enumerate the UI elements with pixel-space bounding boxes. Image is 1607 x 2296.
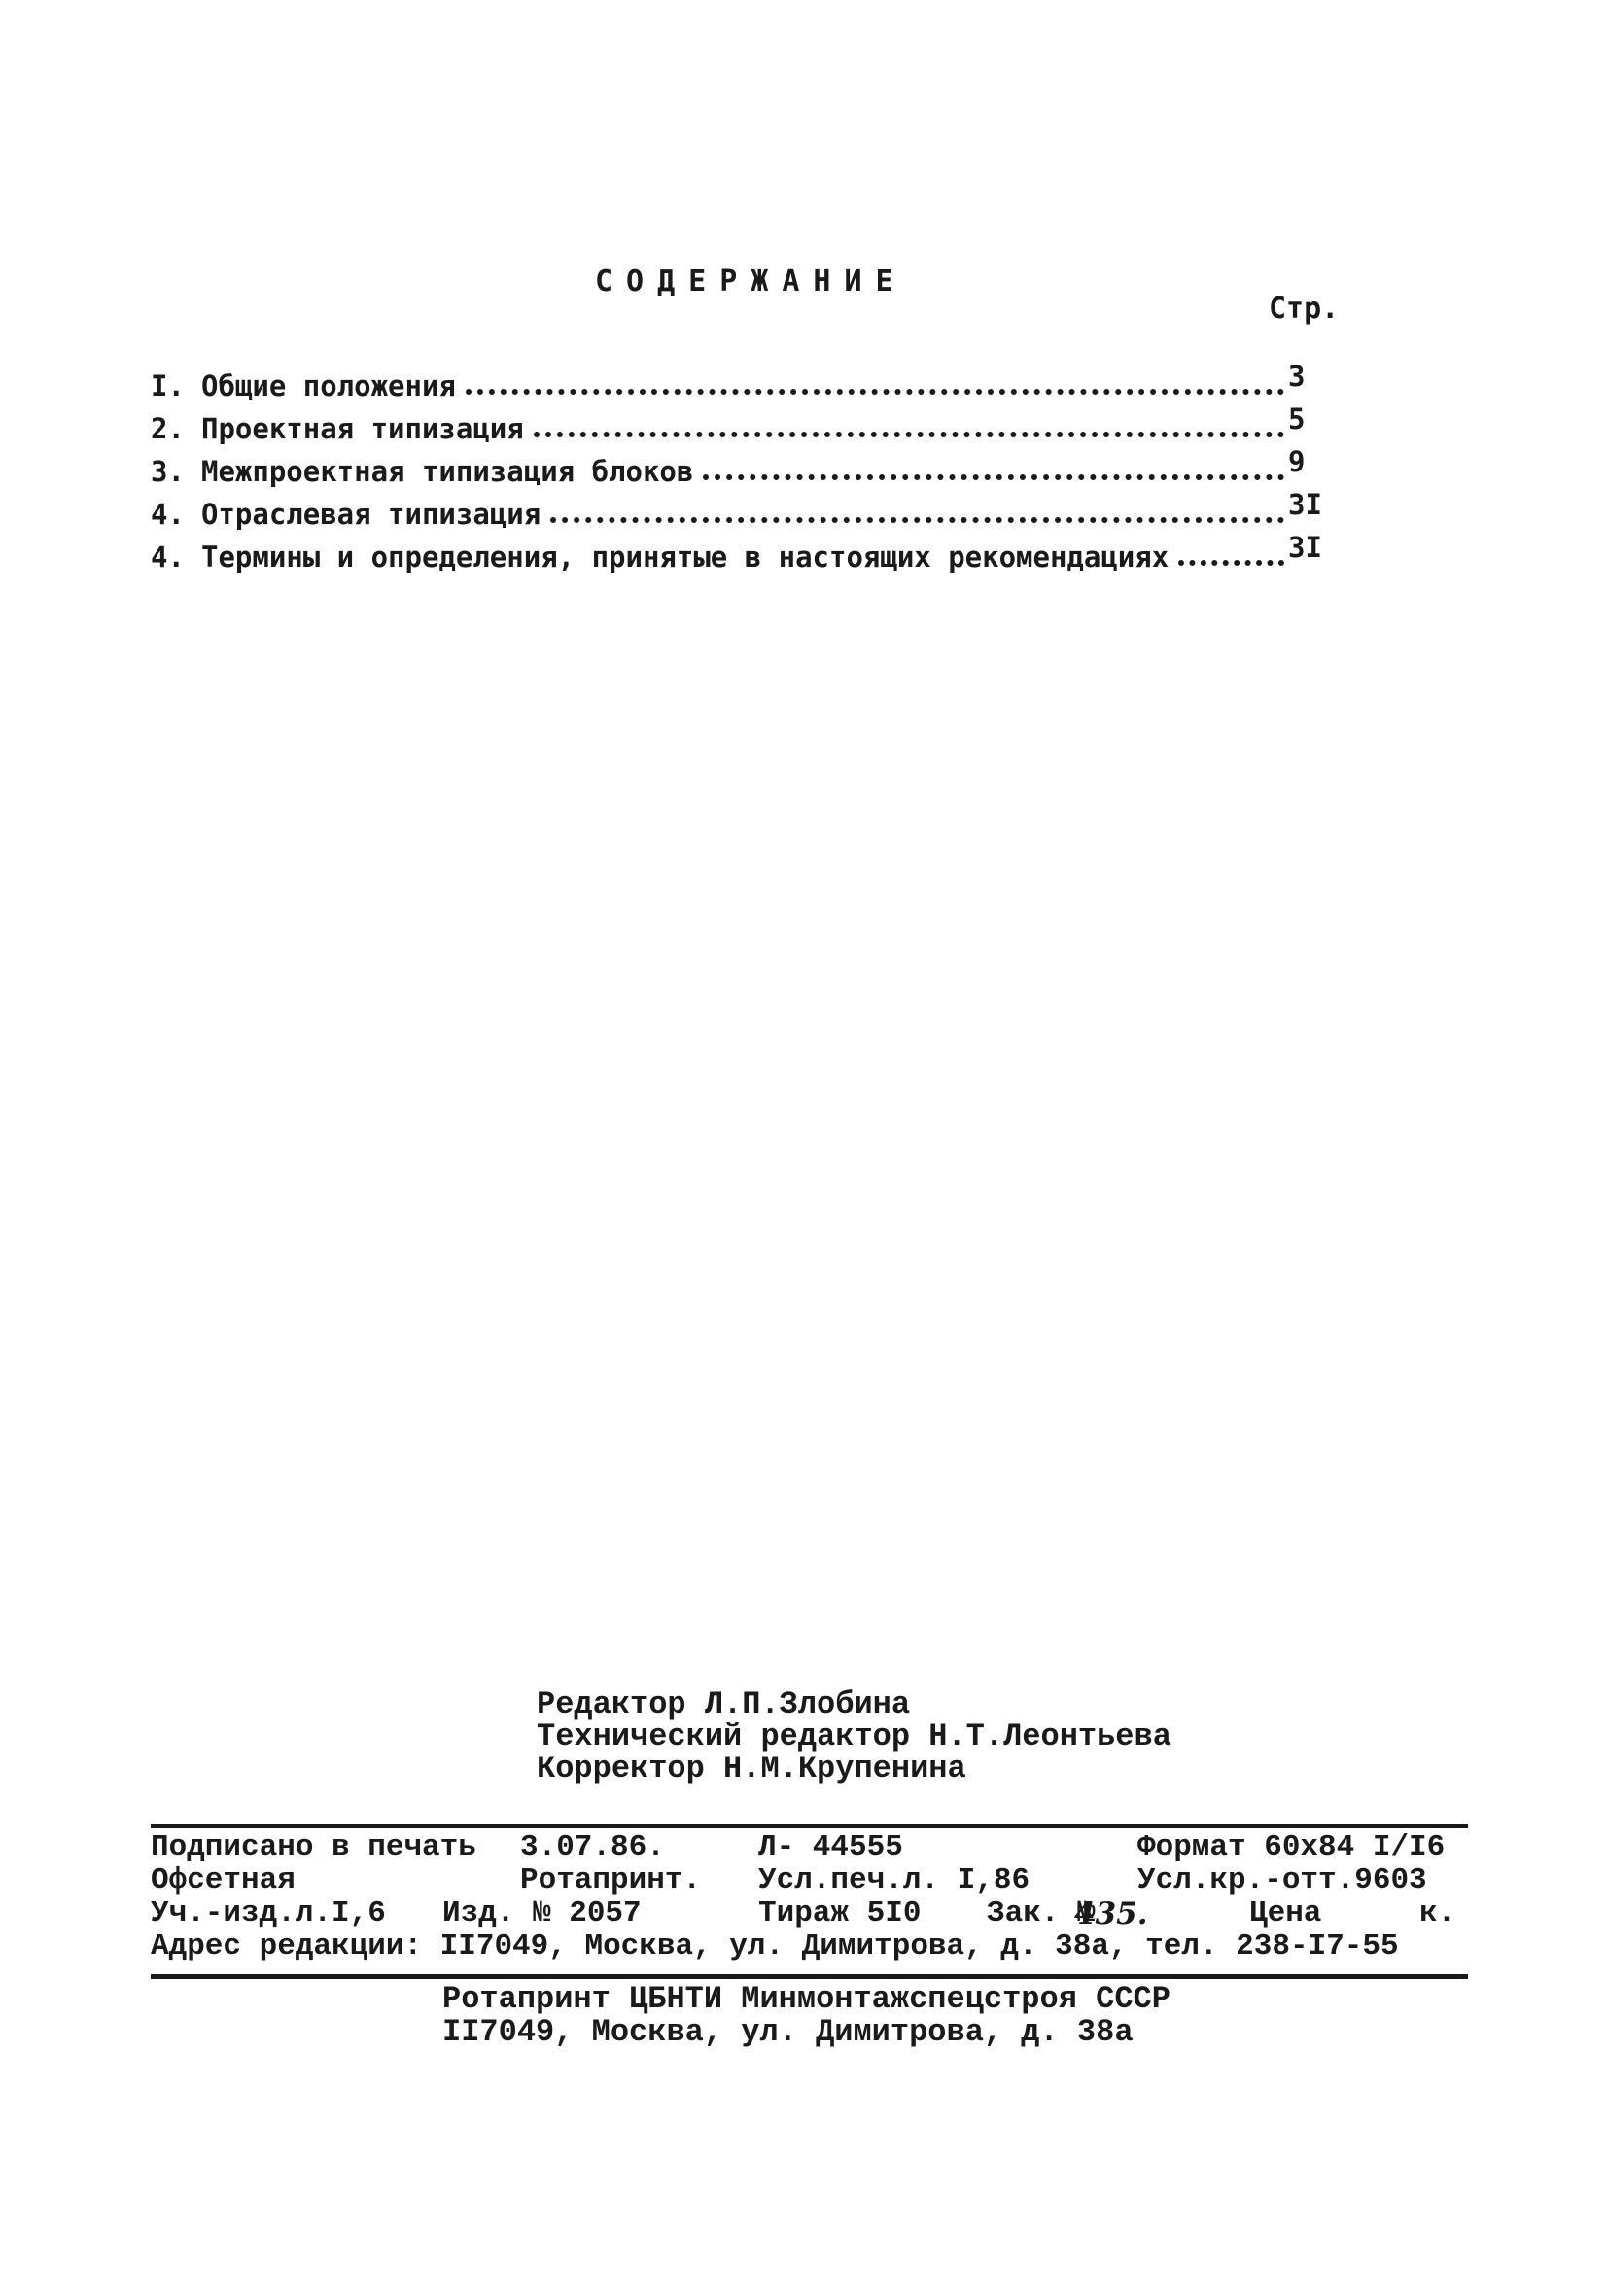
toc-entry — [151, 445, 1327, 488]
price-unit: к. — [1419, 1896, 1456, 1931]
order-label: Зак. № — [987, 1896, 1096, 1931]
toc-entry — [151, 360, 1327, 402]
toc-entry-title: Проектная типизация — [201, 412, 524, 445]
printer-block — [442, 1983, 1170, 2049]
toc-entry-title: Термины и определения, принятые в настоящих рекомендациях — [201, 540, 1170, 574]
divider-top — [151, 1824, 1468, 1828]
order-number-handwritten: 435. — [1074, 1896, 1148, 1931]
license-number: Л- 44555 — [758, 1830, 903, 1864]
toc-page-column-header: Стр. — [1269, 292, 1340, 326]
toc-entry — [151, 488, 1327, 531]
toc-dot-leader — [1178, 560, 1284, 566]
proofreader-line: Корректор Н.М.Крупенина — [537, 1751, 966, 1787]
toc-entry — [151, 402, 1327, 445]
toc-entry-number: 4. — [151, 498, 185, 531]
circulation: Тираж 5I0 — [758, 1896, 922, 1931]
toc-entry-number: 3. — [151, 455, 185, 488]
signed-to-print-label: Подписано в печать — [151, 1830, 476, 1864]
imprint-line-2 — [151, 1864, 1468, 1897]
toc-entry-number: I. — [151, 369, 185, 402]
toc-dot-leader — [534, 432, 1284, 437]
printer-name: Ротапринт ЦБНТИ Минмонтажспецстроя СССР — [442, 1981, 1170, 2017]
toc-dot-leader — [550, 517, 1284, 523]
toc-entry — [151, 531, 1327, 574]
editorial-address: Адрес редакции: II7049, Москва, ул. Димитрова, д. 38а, тел. 238-I7-55 — [151, 1930, 1399, 1964]
credits-block — [537, 1688, 1171, 1785]
printer-address: II7049, Москва, ул. Димитрова, д. 38а — [442, 2014, 1134, 2050]
toc-entry-page: 5 — [1288, 402, 1306, 435]
imprint-line-3 — [151, 1897, 1468, 1931]
price-label: Цена — [1249, 1896, 1322, 1931]
sign-date: 3.07.86. — [520, 1830, 665, 1864]
print-type: Ротапринт. — [520, 1863, 702, 1897]
editor-line: Редактор Л.П.Злобина — [537, 1687, 911, 1722]
color-prints: Усл.кр.-отт.9603 — [1137, 1863, 1427, 1897]
toc-entry-title: Общие положения — [201, 369, 456, 402]
toc-entry-page: 3I — [1288, 531, 1322, 564]
toc-entry-title: Межпроектная типизация блоков — [201, 455, 694, 488]
imprint-line-1 — [151, 1831, 1468, 1864]
toc-entry-number: 2. — [151, 412, 185, 445]
divider-bottom — [151, 1974, 1468, 1979]
toc-title: СОДЕРЖАНИЕ — [595, 264, 907, 298]
paper-format: Формат 60х84 I/I6 — [1137, 1830, 1446, 1864]
toc-entry-page: 3 — [1288, 360, 1306, 393]
toc-dot-leader — [703, 474, 1284, 480]
toc-entry-title: Отраслевая типизация — [201, 498, 541, 531]
print-method: Офсетная — [151, 1863, 296, 1897]
printed-sheets: Усл.печ.л. I,86 — [758, 1863, 1031, 1897]
toc-entry-page: 9 — [1288, 445, 1306, 478]
imprint-block — [151, 1831, 1468, 1964]
toc-dot-leader — [466, 389, 1284, 395]
imprint-line-4 — [151, 1931, 1468, 1964]
tech-editor-line: Технический редактор Н.Т.Леонтьева — [537, 1719, 1171, 1755]
toc-entry-number: 4. — [151, 540, 185, 574]
table-of-contents — [151, 360, 1327, 574]
edition-number: Изд. № 2057 — [442, 1896, 642, 1931]
publisher-sheets: Уч.-изд.л.I,6 — [151, 1896, 386, 1931]
toc-entry-page: 3I — [1288, 488, 1322, 521]
